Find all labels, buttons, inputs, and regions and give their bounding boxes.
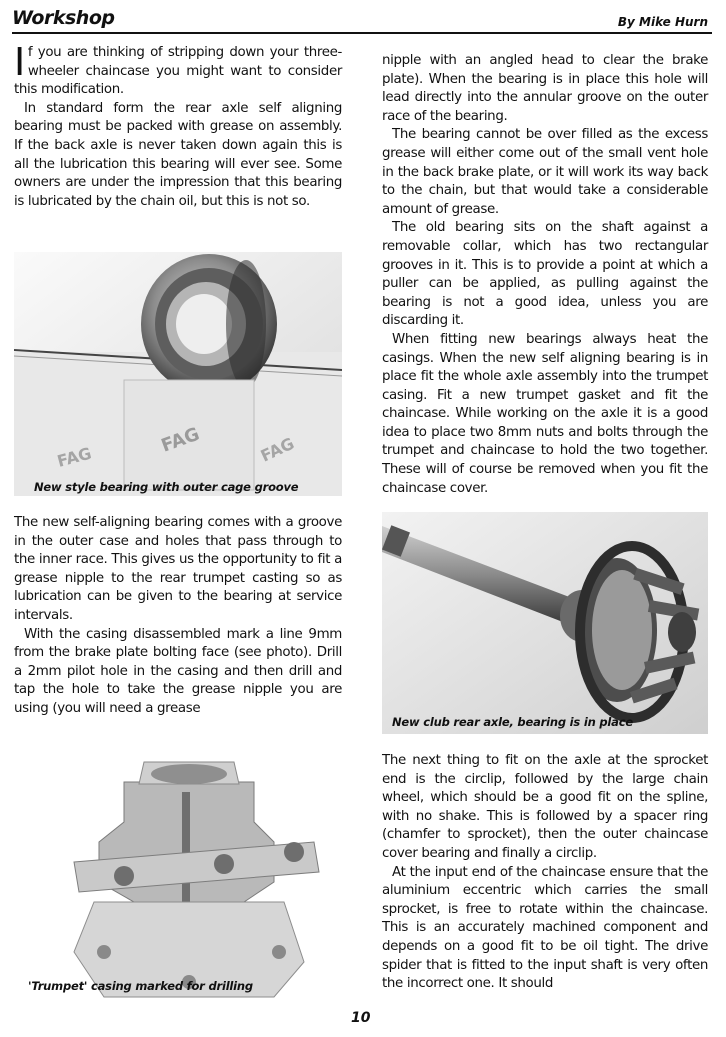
intro-paragraph: If you are thinking of stripping down your three-wheeler chaincase you might want to consider this modification. bbox=[14, 40, 342, 98]
right-column-bottom bbox=[382, 752, 708, 994]
left-column-top bbox=[14, 40, 342, 211]
svg-text:FAG: FAG bbox=[55, 443, 94, 471]
paragraph: The new self-aligning bearing comes with a groove in the outer case and holes that pass through to the inner race. This gives us the opportunity to fit a grease nipple to the rear trumpet casting so as lubrication can be given to the bearing at service intervals. bbox=[14, 515, 342, 623]
page-number: 10 bbox=[351, 1010, 371, 1026]
trumpet-casing-photo bbox=[14, 752, 342, 1000]
axle-photo-caption: New club rear axle, bearing is in place bbox=[392, 715, 633, 729]
paragraph: With the casing disassembled mark a line 9mm from the brake plate bolting face (see photo). Drill a 2mm pilot hole in the casing and then drill and tap the hole to take the grease nipple you are using (you will need a grease bbox=[14, 626, 342, 716]
left-column-middle bbox=[14, 514, 342, 719]
paragraph: The old bearing sits on the shaft against a removable collar, which has two rectangular grooves in it. This is to provide a point at which a puller can be applied, as pulling against the bearing is not a good idea, unless you are discarding it. bbox=[382, 220, 708, 329]
paragraph: When fitting new bearings always heat the casings. When the new self aligning bearing is in place fit the whole axle assembly into the trumpet casing. Fit a new trumpet gasket and fit the chaincase. While working on the axle it is a good idea to place two 8mm nuts and bolts through the trumpet and chaincase to hold the two together. These will of course be removed when you fit the chaincase cover. bbox=[382, 331, 708, 496]
paragraph: The next thing to fit on the axle at the sprocket end is the circlip, followed by the large chain wheel, which should be a good fit on the spline, with no shake. This is followed by a spacer ring (chamfer to sprocket), then the outer chaincase cover bearing and finally a circlip. bbox=[382, 753, 708, 861]
section-title: Workshop bbox=[12, 7, 115, 29]
rear-axle-photo bbox=[382, 512, 708, 734]
drop-cap: I bbox=[14, 40, 25, 84]
page-header bbox=[12, 6, 712, 34]
right-column-top bbox=[382, 52, 708, 498]
author-byline: By Mike Hurn bbox=[617, 15, 708, 29]
paragraph: The bearing cannot be over filled as the excess grease will either come out of the small vent hole in the back brake plate, or it will work its way back to the chain, but that would take a considerable amount of grease. bbox=[382, 127, 708, 217]
bearing-photo-caption: New style bearing with outer cage groove bbox=[34, 480, 299, 494]
svg-text:FAG: FAG bbox=[158, 423, 203, 457]
paragraph: nipple with an angled head to clear the brake plate). When the bearing is in place this hole will lead directly into the annular groove on the outer race of the bearing. bbox=[382, 53, 708, 124]
paragraph: In standard form the rear axle self aligning bearing must be packed with grease on assembly. If the back axle is never taken down again this is all the lubrication this bearing will ever see. Some owners are under the impression that this bearing is lubricated by the chain oil, but this is not so. bbox=[14, 100, 342, 209]
svg-text:FAG: FAG bbox=[257, 433, 298, 466]
paragraph: At the input end of the chaincase ensure that the aluminium eccentric which carries the small sprocket, is free to rotate within the chaincase. This is an accurately machined component and depends on a good fit to be oil tight. The drive spider that is fitted to the input shaft is very often the incorrect one. It should bbox=[382, 864, 708, 992]
trumpet-photo-caption: 'Trumpet' casing marked for drilling bbox=[28, 979, 253, 993]
bearing-photo bbox=[14, 252, 342, 496]
